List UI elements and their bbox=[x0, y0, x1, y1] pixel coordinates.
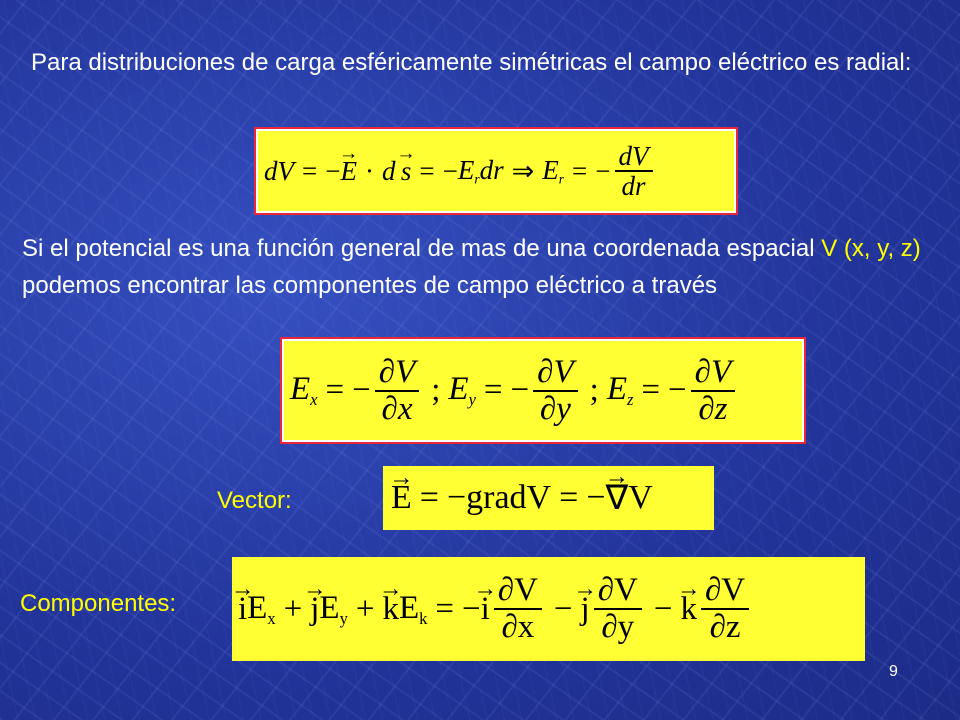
components-equation: → i $E_x$ + → j $E_y$ + → k $E_k$ = − → i $\frac{\partial V}{\partial x}$ − → j $\frac{\partial V}{\partial y}$ − → k $\frac{\partial V}{\partial z}$ bbox=[232, 557, 865, 661]
page-number: 9 bbox=[889, 663, 898, 680]
potential-function-highlight: V (x, y, z) bbox=[821, 235, 921, 262]
vector-label: Vector: bbox=[217, 487, 292, 514]
components-label: Componentes: bbox=[20, 590, 177, 617]
general-text-start: Si el potencial es una función general de mas de una coordenada espacial bbox=[22, 235, 822, 262]
intro-text: Para distribuciones de carga esféricamente simétricas el campo eléctrico es radial: bbox=[31, 49, 912, 76]
general-text-end: podemos encontrar las componentes de campo eléctrico a través bbox=[22, 272, 718, 299]
partial-derivatives-equation: $E_x$ = − $\frac{\partial V}{\partial x}$ ; $E_y$ = − $\frac{\partial V}{\partial y}$ ; $E_z$ = − $\frac{\partial V}{\partial z}$ bbox=[280, 337, 806, 444]
radial-field-equation: dV = − → E · d → s = − $E_rdr$ ⇒ $E_r$ = − $\frac{dV}{dr}$ bbox=[254, 127, 738, 215]
gradient-vector-equation: → E = −gradV = − → ∇ V bbox=[383, 466, 714, 530]
general-potential-text bbox=[22, 230, 942, 304]
